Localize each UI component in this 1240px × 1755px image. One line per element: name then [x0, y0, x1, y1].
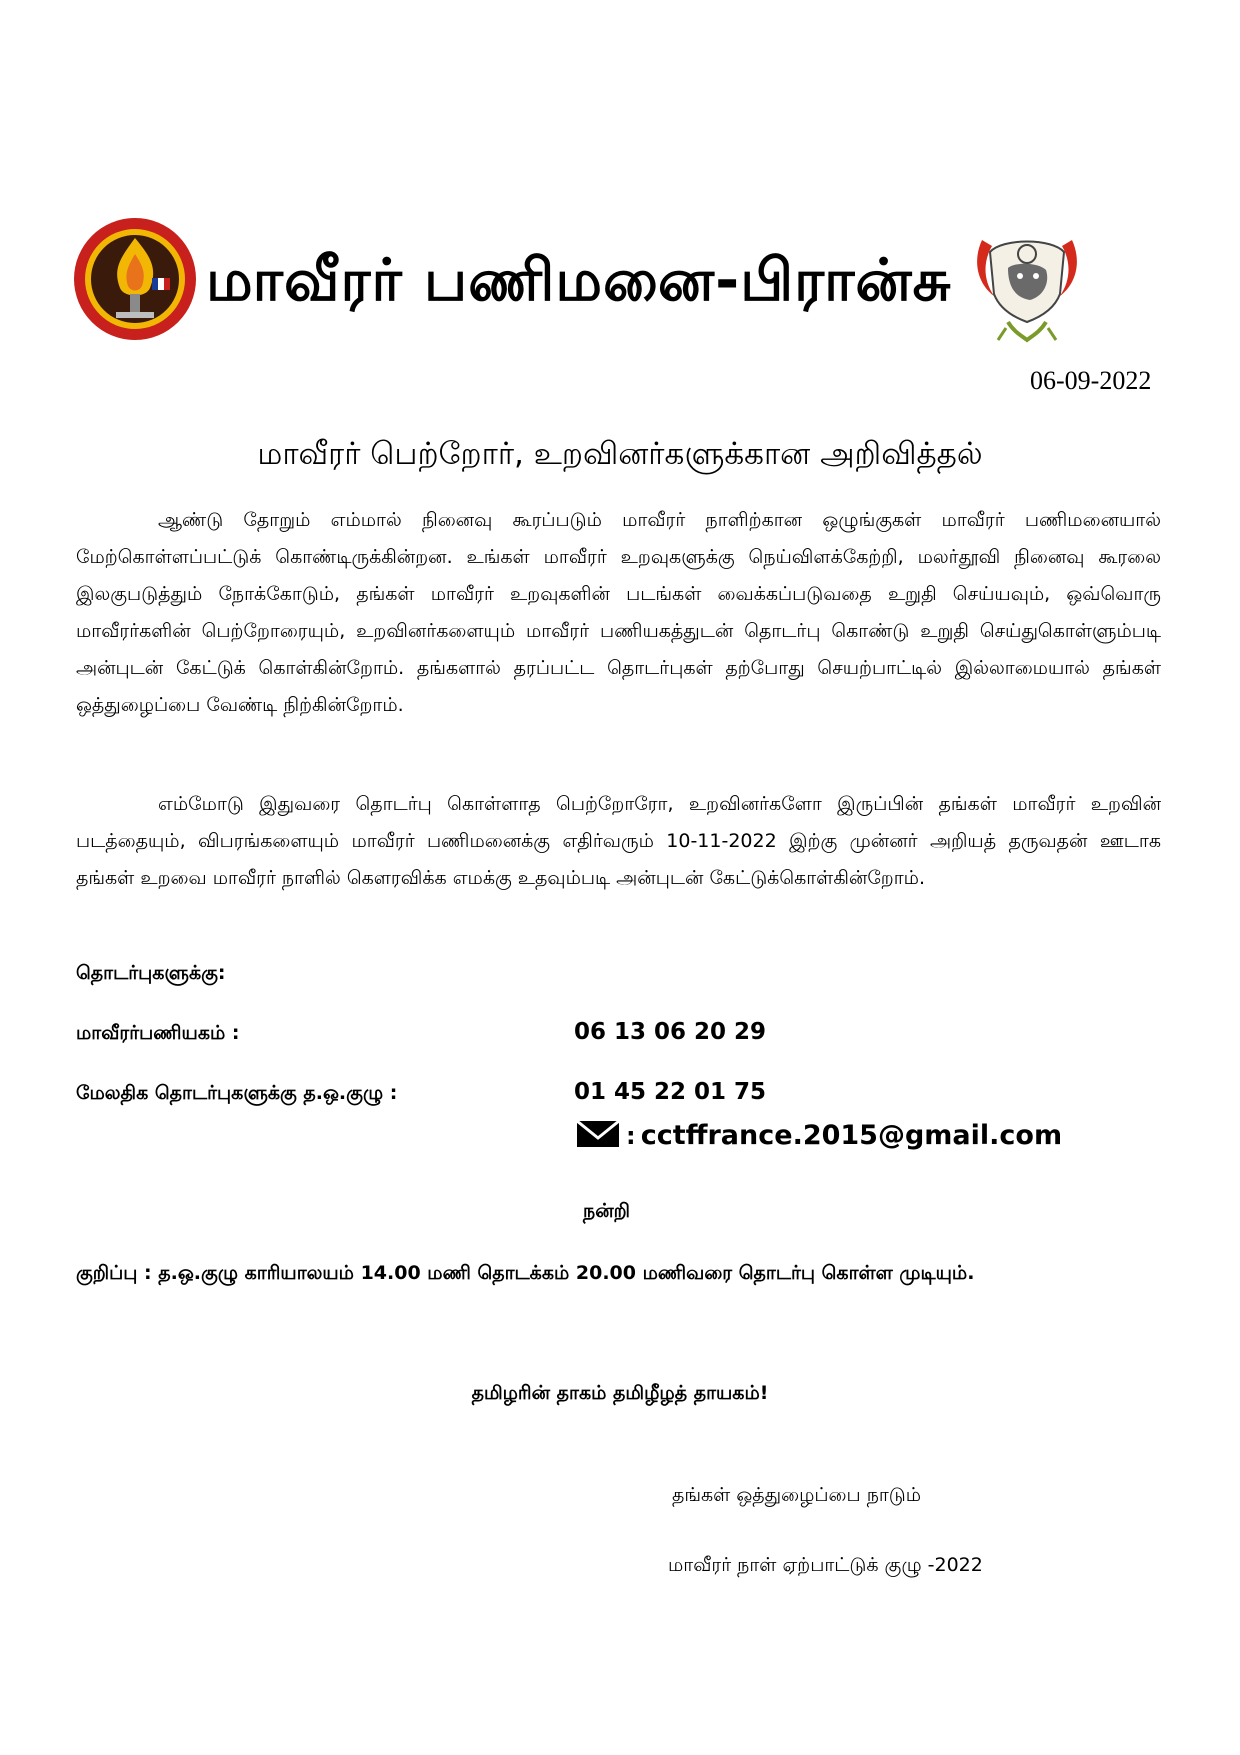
torch-emblem-icon: [72, 216, 198, 342]
email-address[interactable]: cctffrance.2015@gmail.com: [640, 1120, 1063, 1151]
letter-date: 06-09-2022: [1030, 366, 1152, 395]
envelope-icon: [576, 1120, 620, 1148]
paragraph-2-text: எம்மோடு இதுவரை தொடர்பு கொள்ளாத பெற்றோரோ, உறவினர்களோ இருப்பின் தங்கள் மாவீரர் உறவின் படத்தையும், விபரங்களையும் மாவீரர் பணிமனைக்கு எதிர்வரும் 10-11-2022 இற்கு முன்னர் அறியத் தருவதன் ஊடாக தங்கள் உறவை மாவீரர் நாளில் கௌரவிக்க எமக்கு உதவும்படி அன்புடன் கேட்டுக்கொள்கின்றோம்.: [76, 793, 1161, 889]
paragraph-1-text: ஆண்டு தோறும் எம்மால் நினைவு கூரப்படும் மாவீரர் நாளிற்கான ஒழுங்குகள் மாவீரர் பணிமனையால் மேற்கொள்ளப்பட்டுக் கொண்டிருக்கின்றன. உங்கள் மாவீரர் உறவுகளுக்கு நெய்விளக்கேற்றி, மலர்தூவி நினைவு கூரலை இலகுபடுத்தும் நோக்கோடும், தங்கள் மாவீரர் உறவுகளின் படங்கள் வைக்கப்படுவதை உறுதி செய்யவும், ஒவ்வொரு மாவீரர்களின் பெற்றோரையும், உறவினர்களையும் மாவீரர் பணியகத்துடன் தொடர்பு கொண்டு உறுதி செய்துகொள்ளும்படி அன்புடன் கேட்டுக் கொள்கின்றோம். தங்களால் தரப்பட்ட தொடர்புகள் தற்போது செயற்பாட்டில் இல்லாமையால் தங்கள் ஒத்துழைப்பை வேண்டி நிற்கின்றோம்.: [76, 509, 1161, 716]
committee-phone: 01 45 22 01 75: [574, 1079, 767, 1105]
right-emblem: [968, 232, 1086, 344]
email-separator: :: [626, 1122, 636, 1150]
thanks-text: நன்றி: [583, 1200, 630, 1222]
office-label: மாவீரர்பணியகம் :: [76, 1022, 240, 1044]
organization-title: மாவீரர் பணிமனை-பிரான்சு: [206, 246, 952, 314]
signature-line-1: தங்கள் ஒத்துழைப்பை நாடும்: [672, 1484, 922, 1506]
body-paragraph-2: [76, 786, 1161, 897]
office-phone: 06 13 06 20 29: [574, 1019, 767, 1045]
slogan: தமிழரின் தாகம் தமிழீழத் தாயகம்!: [471, 1382, 769, 1404]
letter-subject: மாவீரர் பெற்றோர், உறவினர்களுக்கான அறிவித்தல்: [257, 436, 983, 472]
left-logo: [72, 216, 198, 342]
body-paragraph-1: [76, 502, 1161, 724]
signature-line-2: மாவீரர் நாள் ஏற்பாட்டுக் குழு -2022: [668, 1554, 983, 1576]
committee-label: மேலதிக தொடர்புகளுக்கு த.ஒ.குழு :: [76, 1082, 398, 1104]
office-hours-note: குறிப்பு : த.ஒ.குழு காரியாலயம் 14.00 மணி தொடக்கம் 20.00 மணிவரை தொடர்பு கொள்ள முடியும்.: [76, 1262, 975, 1284]
email-row: [576, 1120, 1062, 1151]
tiger-flame-emblem-icon: [968, 232, 1086, 344]
contacts-heading: தொடர்புகளுக்கு:: [76, 962, 226, 984]
